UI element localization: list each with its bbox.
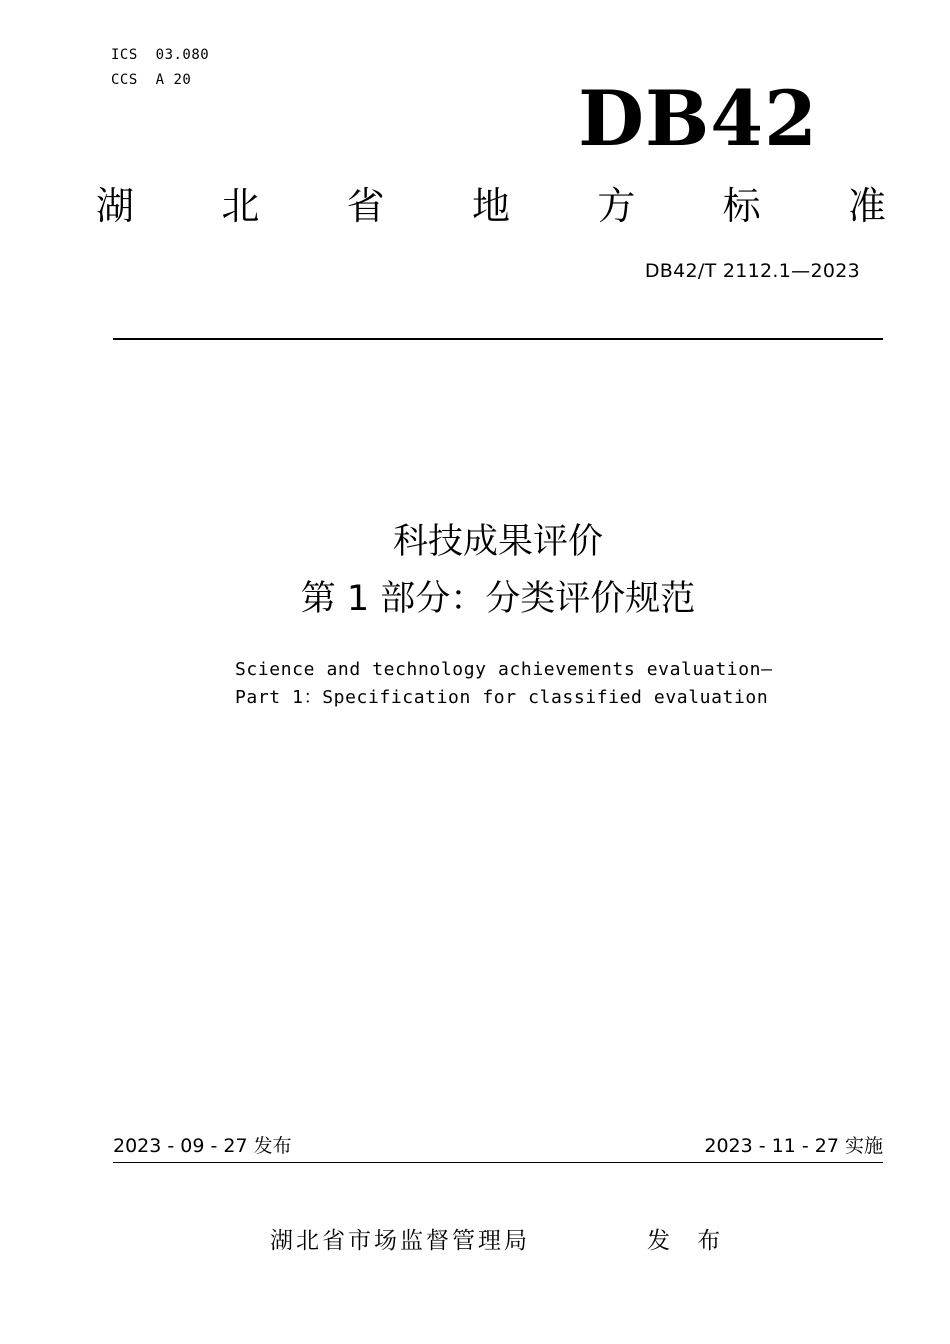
standard-number: DB42/T 2112.1—2023	[644, 260, 860, 282]
issuing-authority: 湖北省市场监督管理局	[270, 1228, 530, 1254]
footer-divider	[113, 1162, 883, 1163]
category-char: 标	[722, 184, 761, 228]
header-divider	[113, 338, 883, 340]
category-char: 准	[847, 184, 886, 228]
category-char: 方	[597, 184, 636, 228]
ics-code: ICS 03.080	[111, 47, 210, 63]
document-title-en	[235, 656, 773, 712]
category-char: 省	[346, 184, 385, 228]
document-title-cn: 科技成果评价	[392, 522, 603, 562]
document-subtitle-cn: 第 1 部分：分类评价规范	[300, 579, 696, 619]
standard-category-title	[96, 183, 886, 229]
ccs-code: CCS A 20	[111, 72, 192, 88]
standard-code-logo: DB42	[578, 74, 818, 163]
category-char: 地	[471, 184, 510, 228]
category-char: 湖	[96, 184, 135, 228]
document-title-en-line1: Science and technology achievements evaluation—	[235, 659, 773, 680]
issue-label: 发 布	[647, 1228, 731, 1254]
category-char: 北	[221, 184, 260, 228]
implementation-date: 2023 - 11 - 27 实施	[704, 1135, 883, 1157]
issue-date: 2023 - 09 - 27 发布	[113, 1135, 292, 1157]
document-title-en-line2: Part 1：Specification for classified evaluation	[235, 687, 769, 708]
